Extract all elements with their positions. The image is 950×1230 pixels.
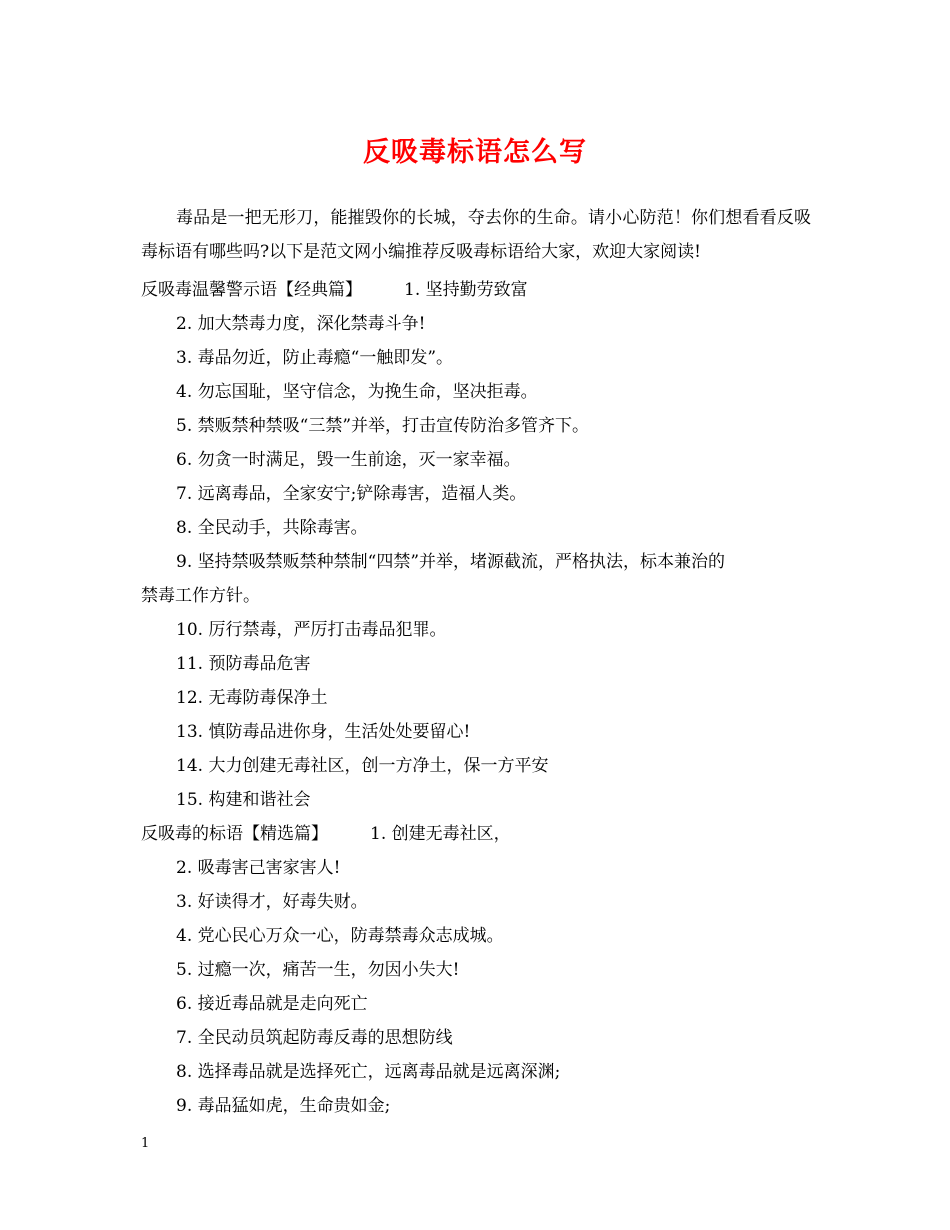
section1-heading: 反吸毒温馨警示语【经典篇】 (141, 280, 362, 300)
section2-item-5: 5. 过瘾一次，痛苦一生，勿因小失大! (176, 960, 460, 980)
section1-item-3: 3. 毒品勿近，防止毒瘾“一触即发”。 (176, 348, 454, 368)
section2-item-3: 3. 好读得才，好毒失财。 (176, 892, 368, 912)
section2-item-4: 4. 党心民心万众一心，防毒禁毒众志成城。 (176, 926, 504, 946)
section2-item-9: 9. 毒品猛如虎，生命贵如金; (176, 1096, 391, 1116)
section1-item-14: 14. 大力创建无毒社区，创一方净土，保一方平安 (176, 756, 549, 776)
page-number: 1 (141, 1136, 150, 1151)
section1-item-9-continued: 禁毒工作方针。 (141, 586, 260, 606)
section1-item-15: 15. 构建和谐社会 (176, 790, 311, 810)
section1-item-8: 8. 全民动手，共除毒害。 (176, 518, 368, 538)
section2-item-2: 2. 吸毒害己害家害人! (176, 858, 341, 878)
section1-item-6: 6. 勿贪一时满足，毁一生前途，灭一家幸福。 (176, 450, 521, 470)
intro-paragraph: 毒品是一把无形刀，能摧毁你的长城，夺去你的生命。请小心防范！你们想看看反吸毒标语有哪些吗?以下是范文网小编推荐反吸毒标语给大家，欢迎大家阅读! (141, 208, 811, 262)
section2-heading-line (141, 817, 511, 851)
section2-item-7: 7. 全民动员筑起防毒反毒的思想防线 (176, 1028, 453, 1048)
section1-heading-line (141, 273, 528, 307)
section1-item-1: 1. 坚持勤劳致富 (404, 280, 528, 300)
section2-item-8: 8. 选择毒品就是选择死亡，远离毒品就是远离深渊; (176, 1062, 561, 1082)
section1-item-7: 7. 远离毒品，全家安宁;铲除毒害，造福人类。 (176, 484, 527, 504)
section1-item-11: 11. 预防毒品危害 (176, 654, 311, 674)
section1-item-5: 5. 禁贩禁种禁吸“三禁”并举，打击宣传防治多管齐下。 (176, 416, 590, 436)
section1-item-9: 9. 坚持禁吸禁贩禁种禁制“四禁”并举，堵源截流，严格执法，标本兼治的 (176, 552, 726, 572)
section2-heading: 反吸毒的标语【精选篇】 (141, 824, 328, 844)
section2-item-1: 1. 创建无毒社区， (370, 824, 511, 844)
section2-item-6: 6. 接近毒品就是走向死亡 (176, 994, 368, 1014)
document-title: 反吸毒标语怎么写 (363, 137, 587, 168)
section1-item-2: 2. 加大禁毒力度，深化禁毒斗争! (176, 314, 426, 334)
section1-item-10: 10. 厉行禁毒，严厉打击毒品犯罪。 (176, 620, 447, 640)
section1-item-13: 13. 慎防毒品进你身，生活处处要留心! (176, 722, 471, 742)
section1-item-4: 4. 勿忘国耻，坚守信念，为挽生命，坚决拒毒。 (176, 382, 538, 402)
section1-item-12: 12. 无毒防毒保净土 (176, 688, 328, 708)
